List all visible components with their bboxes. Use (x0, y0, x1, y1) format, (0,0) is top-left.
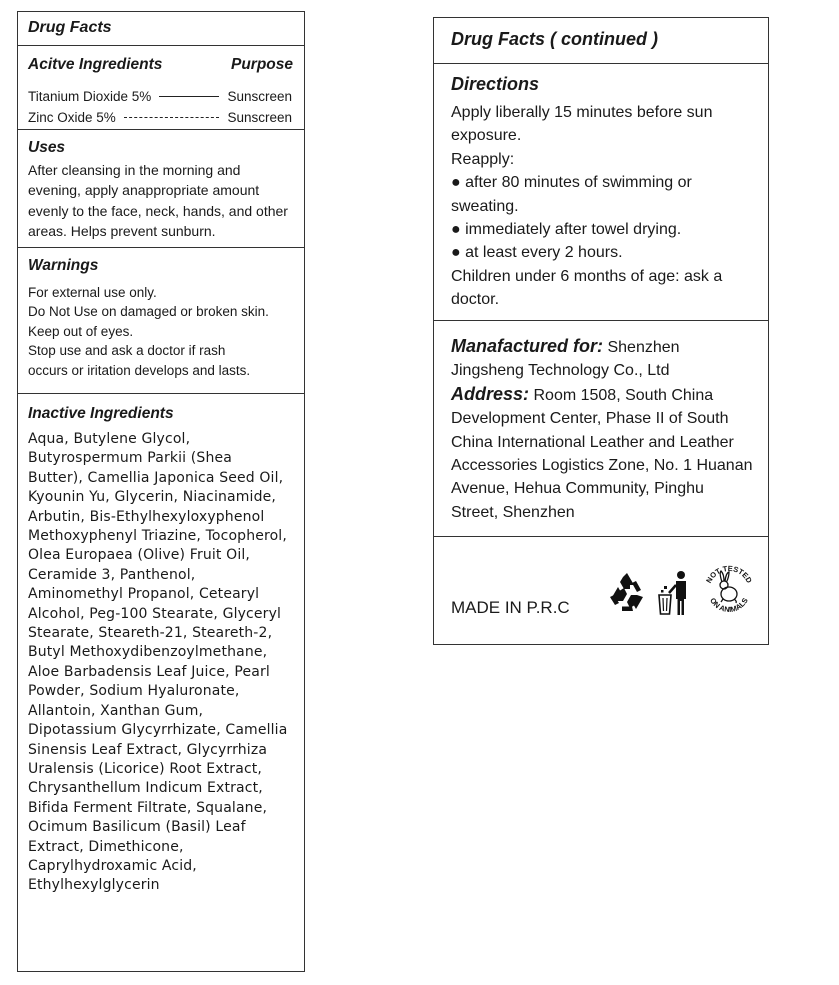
leader-line (124, 117, 220, 118)
leader-line (159, 96, 219, 97)
inactive-ingredients-text: Aqua, Butylene Glycol, Butyrospermum Parkii (Shea Butter), Camellia Japonica Seed Oil, Kyounin Yu, Glycerin, Niacinamide, Arbutin, Bis-Ethylhexyloxyphenol Methoxyphenyl Triazine, Tocopherol, Olea Europaea (Olive) Fruit Oil, Ceramide 3, Panthenol, Aminomethyl Propanol, Cetearyl Alcohol, Peg-100 Stearate, Glyceryl Stearate, Steareth-21, Steareth-2, Butyl Methoxydibenzoylmethane, Aloe Barbadensis Leaf Juice, Pearl Powder, Sodium Hyaluronate, Allantoin, Xanthan Gum, Dipotassium Glycyrrhizate, Camellia Sinensis Leaf Extract, Glycyrrhiza Uralensis (Licorice) Root Extract, Chrysanthellum Indicum Extract, Bifida Ferment Filtrate, Squalane, Ocimum Basilicum (Basil) Leaf Extract, Dimethicone, Caprylhydroxamic Acid, Ethylhexylglycerin (28, 431, 288, 894)
direction-line: Reapply: (451, 150, 515, 168)
warning-line: Stop use and ask a doctor if rash (28, 343, 226, 359)
ingredient-purpose: Sunscreen (227, 110, 292, 125)
manufacturer-name: Shenzhen Jingsheng Technology Co., Ltd (451, 339, 680, 380)
svg-text:ON ANIMALS (708, 596, 750, 614)
warnings-heading: Warnings (28, 257, 99, 274)
made-in-text: MADE IN P.R.C (451, 598, 570, 617)
drug-facts-continued-panel (433, 17, 769, 645)
directions-heading: Directions (451, 74, 540, 94)
ingredient-row (28, 110, 292, 125)
active-ingredients-section (18, 46, 304, 130)
drug-facts-title-section (18, 12, 304, 46)
not-tested-top-text: NOT TESTED (704, 563, 754, 585)
warning-line: occurs or iritation develops and lasts. (28, 362, 251, 378)
trash-bin-icon (654, 569, 694, 617)
manufacturer-section (434, 321, 768, 537)
ingredient-row (28, 89, 292, 104)
uses-section (18, 130, 304, 248)
purpose-heading: Purpose (230, 56, 293, 73)
continued-title-section (434, 18, 768, 64)
not-tested-bottom-text: ON ANIMALS (708, 596, 750, 615)
uses-text: After cleansing in the morning and evening, apply anappropriate amount evenly to the face, neck, hands, and other areas. Helps prevent sunburn. (28, 162, 288, 239)
address-label: Address: (451, 383, 530, 404)
warnings-section (18, 248, 304, 394)
ingredient-name: Titanium Dioxide 5% (28, 89, 152, 104)
active-ingredients-heading: Acitve Ingredients (28, 56, 163, 73)
manufacturer-address: Room 1508, South China Development Center, Phase II of South China International Leather and Leather Accessories Logistics Zone, No. 1 Huanan Avenue, Hehua Community, Pinghu Street, Shenzhen (451, 386, 753, 521)
direction-line: ● after 80 minutes of swimming or sweating. (451, 174, 692, 215)
manufactured-for-label: Manafactured for: (451, 336, 604, 356)
direction-line: ● at least every 2 hours. (451, 244, 623, 262)
made-in-section (434, 537, 768, 644)
warning-line: Do Not Use on damaged or broken skin. (28, 304, 269, 320)
drug-facts-continued-title: Drug Facts ( continued ) (451, 29, 658, 49)
ingredient-purpose: Sunscreen (227, 89, 292, 104)
inactive-ingredients-section (18, 394, 304, 971)
directions-section (434, 64, 768, 321)
direction-line: ● immediately after towel drying. (451, 221, 682, 239)
uses-heading: Uses (28, 139, 66, 156)
direction-line: Children under 6 months of age: ask a doctor. (451, 267, 723, 309)
warnings-list (28, 283, 295, 380)
recycle-icon (603, 569, 651, 617)
manufacturer-text (451, 335, 754, 524)
direction-line: Apply liberally 15 minutes before sun exposure. (451, 104, 713, 145)
directions-list (451, 101, 754, 312)
not-tested-on-animals-icon (700, 561, 758, 619)
ingredient-name: Zinc Oxide 5% (28, 110, 116, 125)
inactive-ingredients-heading: Inactive Ingredients (28, 405, 174, 422)
warning-line: Keep out of eyes. (28, 323, 134, 339)
drug-facts-panel (17, 11, 305, 972)
drug-facts-title: Drug Facts (28, 19, 112, 36)
warning-line: For external use only. (28, 285, 157, 300)
